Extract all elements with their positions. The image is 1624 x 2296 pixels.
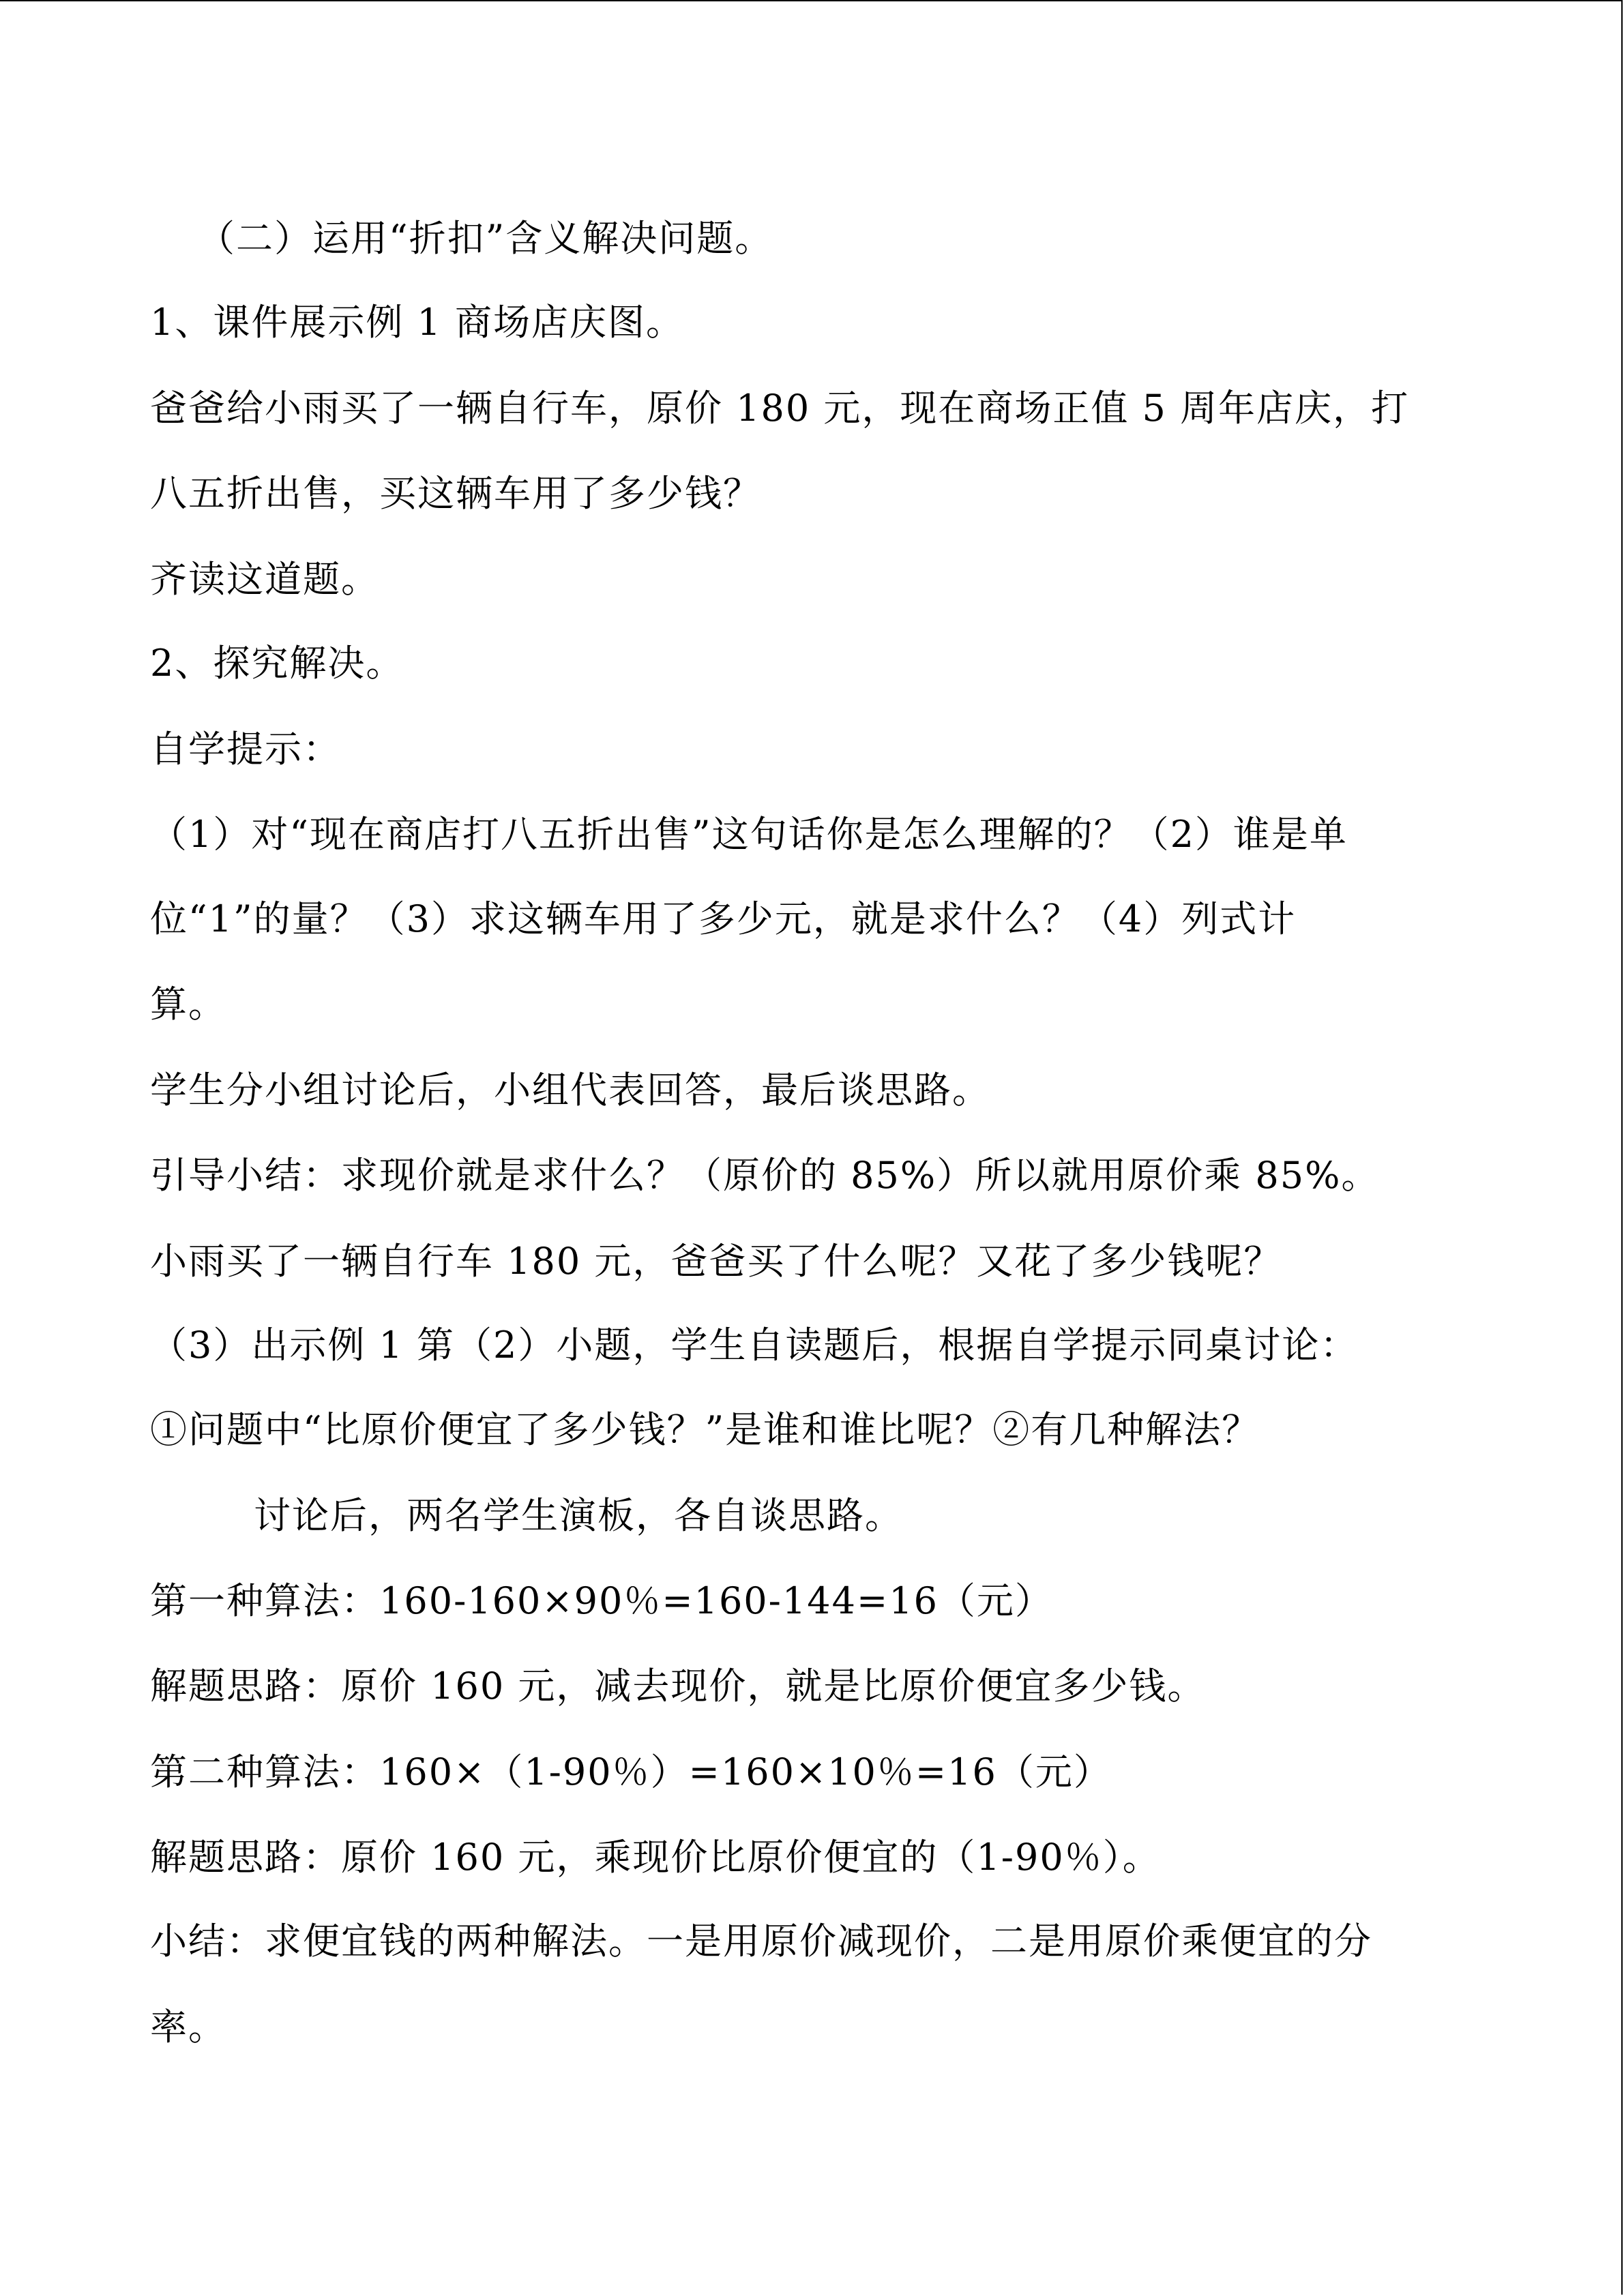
step-1-heading: 1、课件展示例 1 商场店庆图。 xyxy=(150,301,685,344)
method-2-reasoning: 解题思路：原价 160 元，乘现价比原价便宜的（1-90％）。 xyxy=(150,1836,1161,1879)
hint-questions-line-2: 位“1”的量？（3）求这辆车用了多少元，就是求什么？（4）列式计 xyxy=(150,897,1297,940)
conclusion-line-2: 率。 xyxy=(150,2006,226,2048)
hint-questions-line-1: （1）对“现在商店打八五折出售”这句话你是怎么理解的？（2）谁是单 xyxy=(150,813,1348,856)
followup-question-text: 小雨买了一辆自行车 180 元，爸爸买了什么呢？又花了多少钱呢？ xyxy=(150,1240,1282,1283)
hint-questions-line-3: 算。 xyxy=(150,983,226,1026)
method-1-formula: 第一种算法：160-160×90％=160-144=16（元） xyxy=(150,1579,1053,1622)
step-2-heading: 2、探究解决。 xyxy=(150,642,404,685)
method-2-formula: 第二种算法：160×（1-90％）=160×10％=16（元） xyxy=(150,1750,1112,1793)
read-aloud-text: 齐读这道题。 xyxy=(150,558,379,601)
example-part-3-text: （3）出示例 1 第（2）小题，学生自读题后，根据自学提示同桌讨论： xyxy=(150,1324,1359,1367)
section-heading: （二）运用“折扣”含义解决问题。 xyxy=(198,217,773,260)
conclusion-line-1: 小结：求便宜钱的两种解法。一是用原价减现价，二是用原价乘便宜的分 xyxy=(150,1920,1372,1963)
guided-summary-text: 引导小结：求现价就是求什么？（原价的 85%）所以就用原价乘 85%。 xyxy=(150,1154,1380,1197)
board-demo-text: 讨论后，两名学生演板，各自谈思路。 xyxy=(254,1494,903,1537)
method-1-reasoning: 解题思路：原价 160 元，减去现价，就是比原价便宜多少钱。 xyxy=(150,1665,1206,1708)
group-discussion-text: 学生分小组讨论后，小组代表回答，最后谈思路。 xyxy=(150,1069,990,1112)
problem-text-line-2: 八五折出售，买这辆车用了多少钱？ xyxy=(150,472,761,515)
self-study-hint-label: 自学提示： xyxy=(150,728,341,771)
discussion-questions-text: ①问题中“比原价便宜了多少钱？”是谁和谁比呢？②有几种解法？ xyxy=(150,1408,1260,1451)
problem-text-line-1: 爸爸给小雨买了一辆自行车，原价 180 元，现在商场正值 5 周年店庆，打 xyxy=(150,387,1410,430)
